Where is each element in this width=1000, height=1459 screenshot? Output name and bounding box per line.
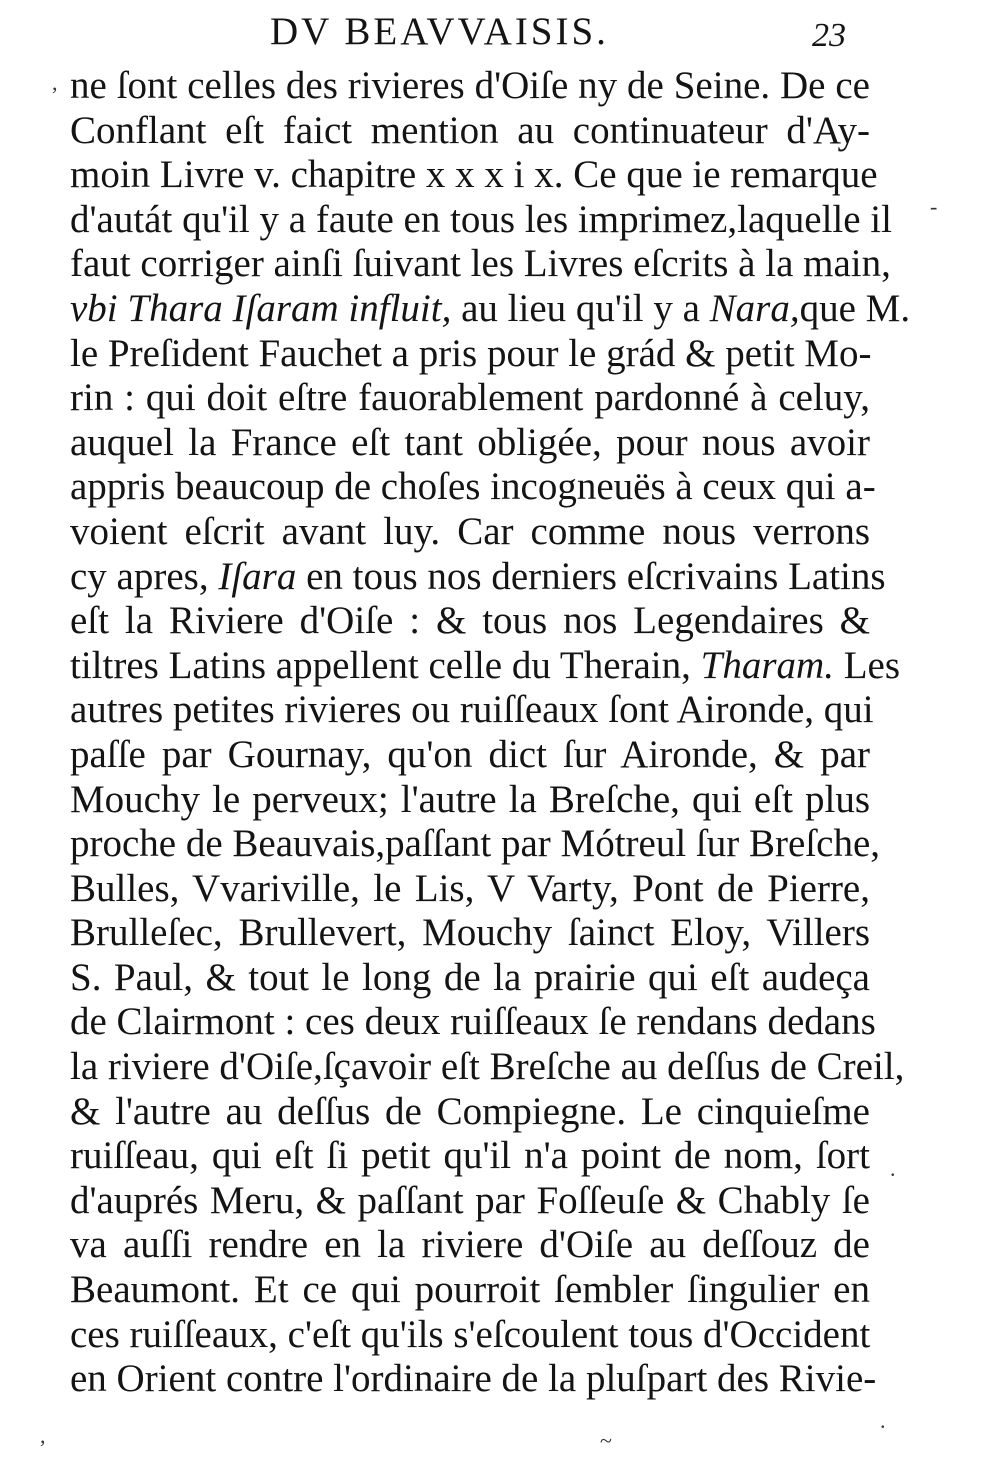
text-run: au lieu qu'il y a [451,286,710,330]
text-line [70,554,886,600]
text-line: appris beaucoup de choſes incogneuës à ceux qui a- [70,465,876,509]
italic-run: Iſara [218,554,297,598]
text-run: cy apres, [70,554,219,598]
text-line: en Orient contre l'ordinaire de la pluſpart des Rivie- [70,1357,877,1401]
text-line: de Clairmont : ces deux ruiſſeaux ſe rendans dedans [70,1000,876,1044]
text-line: Brulleſec, Brullevert, Mouchy ſainct Eloy, Villers [70,911,870,955]
text-line: ne ſont celles des rivieres d'Oiſe ny de Seine. De ce [70,64,870,107]
text-line: va auſſi rendre en la riviere d'Oiſe au deſſouz de [70,1223,870,1267]
margin-mark: , [52,70,58,95]
italic-run: Nara, [709,286,800,330]
text-line: Beaumont. Et ce qui pourroit ſembler ſingulier en [70,1268,870,1312]
text-line [70,286,911,332]
text-line: proche de Beauvais,paſſant par Mótreul ſur Breſche, [70,822,881,866]
italic-run: Tharam. [700,643,834,687]
text-line: d'auprés Meru, & paſſant par Foſſeuſe & Chably ſe [70,1178,870,1222]
text-line: ces ruiſſeaux, c'eſt qu'ils s'eſcoulent tous d'Occident [70,1312,871,1356]
text-line: auquel la France eſt tant obligée, pour nous avoir [70,420,870,464]
text-line: voient eſcrit avant luy. Car comme nous verrons [70,509,870,553]
text-run: tiltres Latins appellent celle du Therain, [70,643,701,687]
text-line: Conflant eſt faict mention au continuateur d'Ay- [70,108,870,152]
text-line: rin : qui doit eſtre fauorablement pardonné à celuy, [70,376,870,420]
page-number: 23 [812,17,846,54]
text-line: d'autát qu'il y a faute en tous les imprimez,laquelle il [70,197,892,241]
text-line: faut corriger ainſi ſuivant les Livres eſcrits à la main, [70,242,891,286]
text-line: paſſe par Gournay, qu'on dict ſur Aironde, & par [70,732,870,776]
margin-mark: , [40,1423,46,1448]
italic-run: vbi Thara Iſaram influit, [70,286,452,330]
text-run: Les [833,643,901,687]
text-line: Bulles, Vvariville, le Lis, V Varty, Pont de Pierre, [70,866,870,910]
text-line: S. Paul, & tout le long de la prairie qui eſt audeça [70,955,870,999]
text-line: & l'autre au deſſus de Compiegne. Le cinquieſme [70,1089,870,1133]
text-line: le Preſident Fauchet a pris pour le grád & petit Mo- [70,331,872,375]
text-run: en tous nos derniers eſcrivains Latins [296,554,886,598]
text-line: la riviere d'Oiſe,ſçavoir eſt Breſche au deſſus de Creil, [70,1045,905,1089]
text-run: que M. [799,286,911,330]
text-line: Mouchy le perveux; l'autre la Breſche, qui eſt plus [70,777,870,821]
text-line: eſt la Riviere d'Oiſe : & tous nos Legendaires & [70,599,870,643]
text-line: autres petites rivieres ou ruiſſeaux ſont Aironde, qui [70,688,874,732]
text-line [70,643,901,689]
margin-mark: . [890,1156,896,1181]
margin-mark: ~ [600,1428,612,1453]
text-line: moin Livre v. chapitre x x x i x. Ce que ie remarque [70,153,878,197]
text-line: ruiſſeau, qui eſt ſi petit qu'il n'a point de nom, ſort [70,1134,870,1178]
running-head: DV BEAVVAISIS. [270,10,609,53]
margin-mark: . [880,1408,886,1433]
margin-mark: - [930,194,938,219]
body-text [70,64,911,1402]
